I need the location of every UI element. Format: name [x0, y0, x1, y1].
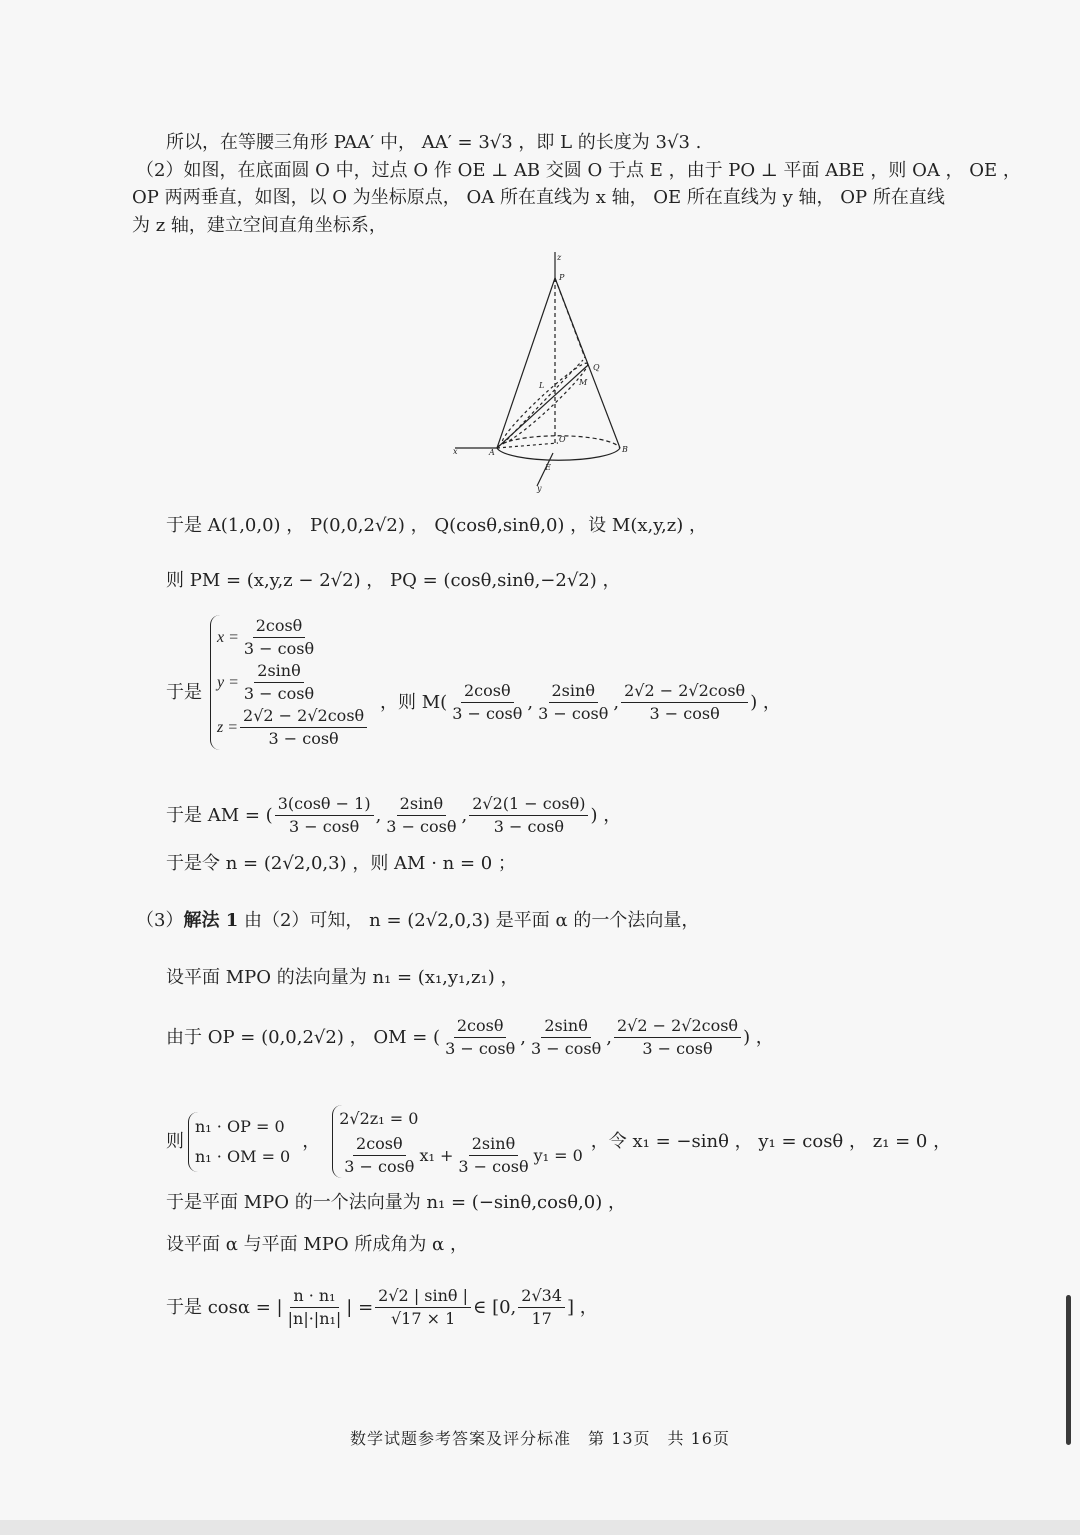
- bottom-strip: [0, 1520, 1080, 1535]
- label-B: B: [622, 445, 628, 454]
- label-A: A: [489, 448, 495, 457]
- system-prefix: 于是: [166, 682, 202, 703]
- M-coordinates: ，则 M( $\frac{2\cos\theta}{3 - \cos\theta}$ , $\frac{2\sin\theta}{3 - \cos\theta}$ , $\frac{2√2 - 2√2\cos\theta}{3 - \cos\theta}$ ) ，: [380, 681, 781, 723]
- OP-OM-vectors: 由于 OP = (0,0,2√2) ， OM = ( $\frac{2\cos\theta}{3 - \cos\theta}$ , $\frac{2\sin\theta}{3 - \cos\theta}$ , $\frac{2√2 - 2√2\cos\theta}{3 - \cos\theta}$ ) ，: [166, 1016, 774, 1058]
- coordinate-system: x = $\frac{2\cos\theta}{3 - \cos\theta}$ y = $\frac{2\sin\theta}{3 - \cos\theta}$ z = $\frac{2√2 - 2√2\cos\theta}{3 - \cos\theta}$: [210, 615, 369, 750]
- paragraph-part2-line3: 为 z 轴，建立空间直角坐标系，: [132, 215, 387, 236]
- AM-vector: 于是 AM = ( $\frac{3(\cos\theta - 1)}{3 - \cos\theta}$ , $\frac{2\sin\theta}{3 - \cos\theta}$ , $\frac{2√2(1 - \cos\theta)}{3 - \cos\theta}$ ) ，: [166, 794, 622, 836]
- paragraph-conclusion: 所以，在等腰三角形 PAA′ 中， AA′ = 3√3 ，即 L 的长度为 3√3 .: [166, 132, 702, 153]
- coordinates-line: 于是 A(1,0,0) ， P(0,0,2√2) ， Q(cosθ,sinθ,0) ，设 M(x,y,z) ，: [166, 515, 707, 536]
- cosine-line: 于是 cosα = | $\frac{\text{n · n₁}}{\text{|n|·|n₁|}}$ | = $\frac{2√2 | \sin\theta |}{√17 \times 1}$ ∈ [0, $\frac{2√34}{17}$ ] ，: [166, 1286, 598, 1328]
- cone-diagram: [445, 248, 635, 493]
- paragraph-part2-line2: OP 两两垂直，如图，以 O 为坐标原点， OA 所在直线为 x 轴， OE 所在直线为 y 轴， OP 所在直线: [132, 187, 945, 208]
- normal-n-line: 于是令 n = (2√2,0,3) ，则 AM · n = 0 ；: [166, 853, 516, 874]
- n1-definition: 设平面 MPO 的法向量为 n₁ = (x₁,y₁,z₁) ，: [166, 967, 519, 988]
- label-M: M: [579, 378, 588, 387]
- label-x: x: [453, 447, 458, 456]
- label-P: P: [559, 273, 565, 282]
- label-O: O: [559, 435, 566, 444]
- vectors-line: 则 PM = (x,y,z − 2√2) ， PQ = (cosθ,sinθ,−2√2) ，: [166, 570, 621, 591]
- page-footer: 数学试题参考答案及评分标准 第 13页 共 16页: [350, 1429, 730, 1448]
- label-L: L: [539, 381, 545, 390]
- paragraph-part2-line1: （2）如图，在底面圆 O 中，过点 O 作 OE ⊥ AB 交圆 O 于点 E ，由于 PO ⊥ 平面 ABE ，则 OA ， OE ，: [136, 160, 1021, 181]
- label-z: z: [557, 253, 562, 262]
- label-y: y: [537, 484, 542, 493]
- part3-line: （3）解法 1 由（2）可知， n = (2√2,0,3) 是平面 α 的一个法向量，: [136, 910, 700, 931]
- label-Q: Q: [593, 363, 600, 372]
- label-E: E: [545, 463, 551, 472]
- MPO-normal-line: 于是平面 MPO 的一个法向量为 n₁ = (−sinθ,cosθ,0) ，: [166, 1192, 626, 1213]
- angle-line: 设平面 α 与平面 MPO 所成角为 α ，: [166, 1234, 468, 1255]
- n1-system: 则 n₁ · OP = 0 n₁ · OM = 0 ， 2√2z₁ = 0 $\frac{2\cos\theta}{3 - \cos\theta}$ x₁ + $\frac{2\sin\theta}{3 - \cos\theta}$ y₁ = 0 ，令 x₁ = −sinθ ， y₁ = cosθ ， z₁ = 0 ，: [166, 1105, 951, 1178]
- scrollbar[interactable]: [1066, 1295, 1071, 1445]
